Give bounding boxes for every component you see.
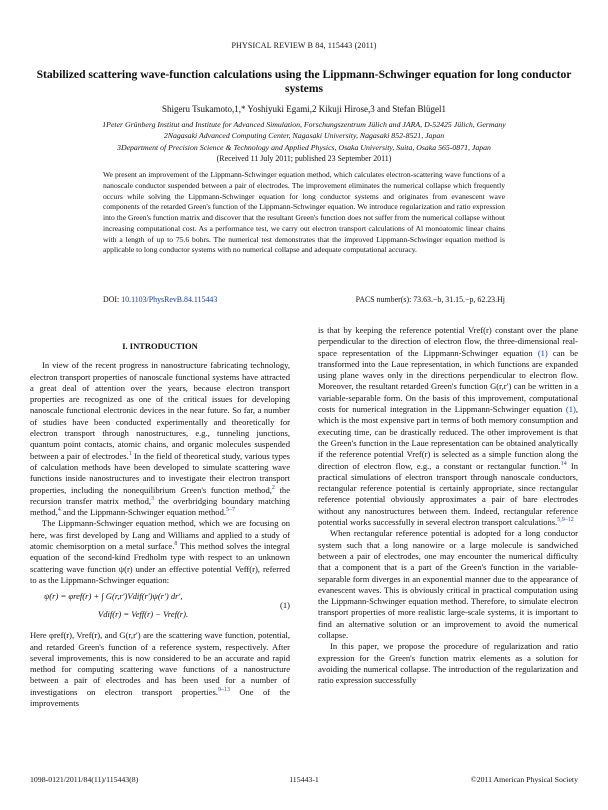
left-column (30, 325, 290, 709)
citation-link[interactable]: 9–13 (217, 686, 230, 693)
paragraph (30, 630, 290, 709)
equation-1 (30, 589, 290, 627)
paragraph-text: In view of the recent progress in nanostructure fabricating technology, electron transport properties of nanoscale functional systems have attracted a great deal of attention over the years, because electron transport properties are recognized as one of the critical issues for developing nanoscale functional electronic devices in the near future. So far, a number of studies have been conducted experimentally and theoretically for electron transport through nanostructures, e.g., tunneling junctions, quantum point contacts, atomic chains, and organic molecules suspended between a pair of electrodes. (30, 360, 290, 461)
section-heading: I. INTRODUCTION (122, 341, 198, 351)
paragraph-text: The Lippmann-Schwinger equation method, which we are focusing on here, was first developed by Lang and Williams and applied to a study of atomic chemisorption on a metal surface. (30, 518, 290, 552)
citation-link[interactable]: 5,9–12 (557, 517, 574, 524)
doi-label: DOI: (103, 295, 120, 304)
affiliations (30, 119, 578, 153)
paragraph (318, 325, 578, 528)
citation-link[interactable]: 4 (57, 507, 61, 514)
paragraph-text: can be transformed into the Laue representation, in which functions are expanded using plane waves only in the directions perpendicular to electron flow. Moreover, the resultant retarded Green's function G(r,r′) can be written in a variable-separable form. On the basis of this improvement, computational costs for numerical integration in the Lippmann-Schwinger equation (318, 347, 579, 415)
paragraph (30, 360, 290, 518)
paper-title: Stabilized scattering wave-function calculations using the Lippmann-Schwinger equation for long conductor systems (36, 68, 572, 95)
citation-link[interactable]: 8 (174, 541, 178, 548)
equation-line: Vdif(r) = Veff(r) − Vref(r). (98, 609, 189, 620)
equation-line: ψ(r) = φref(r) + ∫ G(r,r′)Vdif(r′)ψ(r′) dr′, (44, 591, 183, 602)
equation-number: (1) (280, 600, 290, 611)
affiliation-1: 1Peter Grünberg Institut and Institute for Advanced Simulation, Forschungszentrum Jülich and JARA, D-52425 Jülich, Germany (102, 120, 506, 129)
paragraph-text: , which is the most expensive part in terms of both memory consumption and executing time, can be drastically reduced. The other improvement is that the Green's function in the Laue representation can be obtained analytically if the reference potential Vref(r) is selected as a simple function along the direction of electron flow, e.g., a constant or rectangular function. (318, 404, 578, 471)
footer-copyright: ©2011 American Physical Society (470, 775, 578, 784)
paragraph-text: and the Lippmann-Schwinger equation method. (60, 507, 226, 518)
paragraph-text: the recursion transfer matrix method, (30, 484, 290, 506)
citation-link[interactable]: 2 (271, 484, 275, 491)
paragraph-text: Here φref(r), Vref(r), and G(r,r′) are the scattering wave function, potential, and retarded Green's function of a reference system, respectively. After several improvements, this is now considered to be an accurate and rapid method for computing scattering wave functions of a nanostructure between a pair of electrodes and has been used for a number of investigations on electron transport properties. (30, 630, 290, 697)
abstract: We present an improvement of the Lippmann-Schwinger equation method, which calculates electron-scattering wave functions of a nanoscale conductor suspended between a pair of electrodes. The improvement eliminates the numerical collapse which frequently occurs while solving the Lippmann-Schwinger equation for long conductor systems and originates from evanescent wave components of the retarded Green's function of the Lippmann-Schwinger equation. We introduce regularization and ratio expression into the Green's function matrix and discover that the resultant Green's function does not suffer from the numerical collapse without increasing computational cost. As a performance test, we carry out electron transport calculations of Al monoatomic linear chains with a length of up to 75.6 bohrs. The numerical test demonstrates that the improved Lippmann-Schwinger equation method is applicable to long conductor systems with no numerical collapse and adequate computational accuracy. (103, 170, 505, 255)
doi-link[interactable]: 10.1103/PhysRevB.84.115443 (121, 295, 218, 304)
footer-issn: 1098-0121/2011/84(11)/115443(8) (30, 775, 139, 784)
paragraph-text: In the field of theoretical study, various types of calculation methods have been developed to simulate scattering wave functions inside nanostructures and to investigate their electron transport properties, including the nonequilibrium Green's function method, (30, 450, 290, 495)
equation-link[interactable]: (1) (565, 404, 576, 415)
paragraph (30, 518, 290, 586)
doi-line (103, 295, 217, 304)
author-list: Shigeru Tsukamoto,1,* Yoshiyuki Egami,2 Kikuji Hirose,3 and Stefan Blügel1 (162, 104, 446, 114)
citation-link[interactable]: 1 (128, 450, 132, 457)
equation-link[interactable]: (1) (537, 347, 548, 358)
paragraph-text: the overbridging boundary matching method, (30, 495, 290, 518)
received-date: (Received 11 July 2011; published 23 September 2011) (216, 154, 392, 163)
footer-page-number: 115443-1 (289, 775, 319, 784)
citation-link[interactable]: 14 (560, 460, 567, 467)
paragraph-text: This method solves the integral equation of the second-kind Fredholm type with respect to an unknown scattering wave function ψ(r) under an effective potential Veff(r), referred to as the Lippmann-Schwinger equation: (30, 541, 290, 585)
paragraph: When rectangular reference potential is adopted for a long conductor system such that a long nanowire or a large molecule is sandwiched between a pair of electrodes, one may encounter the numerical difficulty that a component that is a part of the Green's function in the variable-separable form diverges in an exponential manner due to the appearance of evanescent waves. This is obviously critical in practical computation using the Lippmann-Schwinger equation method. Therefore, to simulate electron transport properties of more realistic large-scale systems, it is important to find an alternative solution or an improvement to avoid the numerical collapse. (318, 528, 578, 641)
citation-link[interactable]: 3 (150, 495, 154, 502)
pacs-numbers: PACS number(s): 73.63.−b, 31.15.−p, 62.23.Hj (355, 295, 505, 304)
journal-header: PHYSICAL REVIEW B 84, 115443 (2011) (231, 41, 377, 50)
right-column (318, 325, 578, 687)
paragraph-text: In practical simulations of electron transport through nanoscale conductors, rectangular reference potential is certainly appropriate, since rectangular reference potential obviously approximates a pair of bare electrodes without any nanostructures between them. Indeed, rectangular reference potential works successfully in several electron transport calculations. (318, 460, 578, 528)
citation-link[interactable]: 5–7 (225, 507, 235, 514)
affiliation-2: 2Nagasaki Advanced Computing Center, Nagasaki University, Nagasaki 852-8521, Japan (163, 131, 445, 141)
affiliation-3: 3Department of Precision Science & Technology and Applied Physics, Osaka University, Suita, Osaka 565-0871, Japan (117, 142, 491, 152)
paragraph-text: is that by keeping the reference potential Vref(r) constant over the plane perpendicular to the direction of electron flow, the three-dimensional real-space representation of the Lippmann-Schwinger equation (318, 325, 578, 358)
paragraph: In this paper, we propose the procedure of regularization and ratio expression for the Green's function matrix elements as a solution for avoiding the numerical collapse. The introduction of the regularization and ratio expression successfully (318, 641, 578, 686)
paragraph-text: One of the improvements (30, 686, 290, 709)
